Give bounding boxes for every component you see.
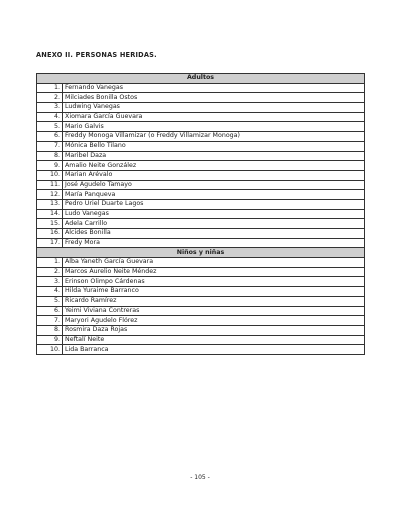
row-number: 2. xyxy=(37,93,63,103)
person-name: Mónica Bello Tilano xyxy=(63,141,365,151)
row-number: 6. xyxy=(37,132,63,142)
row-number: 17. xyxy=(37,238,63,248)
row-number: 7. xyxy=(37,316,63,326)
table-row xyxy=(37,151,365,161)
person-name: Ludwing Vanegas xyxy=(63,103,365,113)
person-name: María Panqueva xyxy=(63,190,365,200)
row-number: 10. xyxy=(37,170,63,180)
person-name: Pedro Uriel Duarte Lagos xyxy=(63,199,365,209)
table-row xyxy=(37,277,365,287)
row-number: 1. xyxy=(37,258,63,268)
row-number: 14. xyxy=(37,209,63,219)
person-name: Marian Arévalo xyxy=(63,170,365,180)
row-number: 2. xyxy=(37,267,63,277)
row-number: 12. xyxy=(37,190,63,200)
row-number: 6. xyxy=(37,306,63,316)
table-row xyxy=(37,112,365,122)
table-row xyxy=(37,170,365,180)
person-name: Amalio Neite González xyxy=(63,161,365,171)
table-row xyxy=(37,335,365,345)
row-number: 16. xyxy=(37,229,63,239)
row-number: 5. xyxy=(37,122,63,132)
page-number: - 105 - xyxy=(190,474,210,481)
table-row xyxy=(37,238,365,248)
section-title: Niños y niñas xyxy=(37,248,365,258)
person-name: Erinson Olimpo Cárdenas xyxy=(63,277,365,287)
row-number: 3. xyxy=(37,103,63,113)
person-name: Fernando Vanegas xyxy=(63,83,365,93)
table-row xyxy=(37,93,365,103)
person-name: Fredy Mora xyxy=(63,238,365,248)
row-number: 11. xyxy=(37,180,63,190)
row-number: 7. xyxy=(37,141,63,151)
row-number: 5. xyxy=(37,296,63,306)
person-name: Lida Barranca xyxy=(63,345,365,355)
row-number: 8. xyxy=(37,325,63,335)
person-name: Ricardo Ramírez xyxy=(63,296,365,306)
section-header-row xyxy=(37,74,365,84)
person-name: Freddy Monoga Villamizar (o Freddy Villamizar Monoga) xyxy=(63,132,365,142)
row-number: 4. xyxy=(37,112,63,122)
row-number: 3. xyxy=(37,277,63,287)
person-name: Xiomara García Guevara xyxy=(63,112,365,122)
person-name: Maribel Daza xyxy=(63,151,365,161)
table-row xyxy=(37,209,365,219)
table-row xyxy=(37,296,365,306)
table-body xyxy=(37,74,365,355)
table-row xyxy=(37,287,365,297)
table-row xyxy=(37,229,365,239)
table-row xyxy=(37,219,365,229)
person-name: José Agudelo Tamayo xyxy=(63,180,365,190)
table-row xyxy=(37,132,365,142)
document-heading: ANEXO II. PERSONAS HERIDAS. xyxy=(36,51,157,59)
row-number: 15. xyxy=(37,219,63,229)
table-row xyxy=(37,258,365,268)
table-row xyxy=(37,161,365,171)
table-row xyxy=(37,103,365,113)
row-number: 9. xyxy=(37,335,63,345)
table-row xyxy=(37,325,365,335)
person-name: Maryori Agudelo Flórez xyxy=(63,316,365,326)
table-row xyxy=(37,267,365,277)
person-name: Yeimi Viviana Contreras xyxy=(63,306,365,316)
row-number: 10. xyxy=(37,345,63,355)
person-name: Ludo Vanegas xyxy=(63,209,365,219)
table-row xyxy=(37,141,365,151)
person-name: Adela Carrillo xyxy=(63,219,365,229)
person-name: Rosmira Daza Rojas xyxy=(63,325,365,335)
person-name: Marcos Aurelio Neite Méndez xyxy=(63,267,365,277)
row-number: 9. xyxy=(37,161,63,171)
person-name: Hilda Yuraime Barranco xyxy=(63,287,365,297)
person-name: Alcides Bonilla xyxy=(63,229,365,239)
table-row xyxy=(37,190,365,200)
injured-persons-table xyxy=(36,73,365,355)
table-row xyxy=(37,316,365,326)
row-number: 4. xyxy=(37,287,63,297)
section-header-row xyxy=(37,248,365,258)
person-name: Milciades Bonilla Ostos xyxy=(63,93,365,103)
section-title: Adultos xyxy=(37,74,365,84)
table-row xyxy=(37,180,365,190)
person-name: Alba Yaneth García Guevara xyxy=(63,258,365,268)
row-number: 13. xyxy=(37,199,63,209)
person-name: Neftalí Neite xyxy=(63,335,365,345)
table-row xyxy=(37,122,365,132)
table-row xyxy=(37,83,365,93)
table-row xyxy=(37,199,365,209)
row-number: 8. xyxy=(37,151,63,161)
row-number: 1. xyxy=(37,83,63,93)
person-name: Mario Galvis xyxy=(63,122,365,132)
table-row xyxy=(37,345,365,355)
table-row xyxy=(37,306,365,316)
